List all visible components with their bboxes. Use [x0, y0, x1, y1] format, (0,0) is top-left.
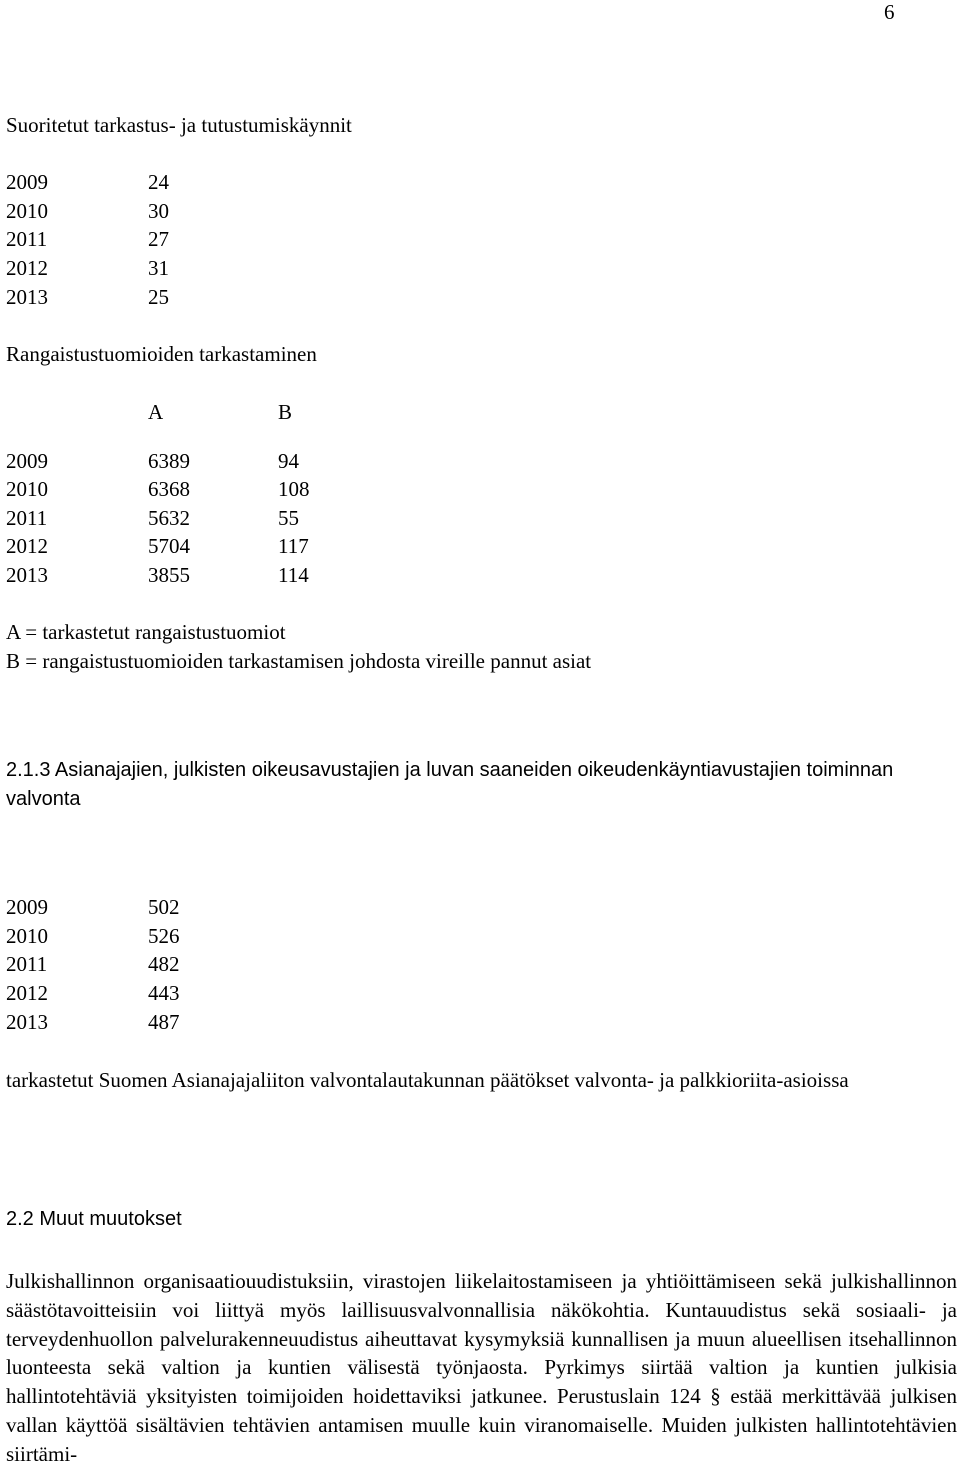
year-cell: 2009 — [6, 895, 48, 919]
year-cell: 2011 — [6, 227, 48, 251]
legend-b: B = rangaistustuomioiden tarkastamisen johdosta vireille pannut asiat — [6, 649, 592, 673]
b-cell: 108 — [278, 477, 310, 501]
a-cell: 3855 — [148, 563, 190, 587]
year-cell: 2012 — [6, 534, 48, 558]
a-cell: 6389 — [148, 449, 190, 473]
year-cell: 2013 — [6, 563, 48, 587]
year-cell: 2010 — [6, 477, 48, 501]
b-cell: 94 — [278, 449, 299, 473]
page-number: 6 — [884, 0, 895, 24]
value-cell: 30 — [148, 199, 169, 223]
year-cell: 2013 — [6, 1010, 48, 1034]
value-cell: 31 — [148, 256, 169, 280]
value-cell: 24 — [148, 170, 169, 194]
column-header-b: B — [278, 400, 293, 424]
value-cell: 526 — [148, 924, 180, 948]
section-heading-2-2: 2.2 Muut muutokset — [6, 1208, 182, 1230]
year-cell: 2010 — [6, 199, 48, 223]
value-cell: 25 — [148, 285, 169, 309]
year-cell: 2009 — [6, 449, 48, 473]
value-cell: 27 — [148, 227, 169, 251]
year-cell: 2010 — [6, 924, 48, 948]
year-cell: 2012 — [6, 256, 48, 280]
section-title-inspections: Suoritetut tarkastus- ja tutustumiskäynnit — [6, 113, 352, 137]
year-cell: 2012 — [6, 981, 48, 1005]
year-cell: 2011 — [6, 506, 48, 530]
value-cell: 502 — [148, 895, 180, 919]
a-cell: 5704 — [148, 534, 190, 558]
b-cell: 55 — [278, 506, 299, 530]
b-cell: 117 — [278, 534, 309, 558]
legend-a: A = tarkastetut rangaistustuomiot — [6, 620, 286, 644]
body-paragraph: Julkishallinnon organisaatiouudistuksiin, virastojen liikelaitostamiseen ja yhtiöittämiseen sekä julkishallinnon säästötavoitteisiin voi liittyä myös laillisuusvalvonnallisia näkökohtia. Kuntauudistus sekä sosiaali- ja terveydenhuollon palvelurakenneuudistus aiheuttavat kysymyksiä kunnallisen ja muun alueellisen itsehallinnon luonteesta sekä valtion ja kuntien välisestä työnjaosta. Pyrkimys siirtää valtion ja kuntien julkisia hallintotehtäviä yksityisten toimijoiden hoidettaviksi jatkunee. Perustuslain 124 § estää merkittävää julkisen vallan käyttöä sisältävien tehtävien antamisen muulle kuin viranomaiselle. Muiden julkisten hallintotehtävien siirtämi- — [6, 1269, 957, 1466]
column-header-a: A — [148, 400, 164, 424]
b-cell: 114 — [278, 563, 309, 587]
year-cell: 2013 — [6, 285, 48, 309]
section-heading-2-1-3: 2.1.3 Asianajajien, julkisten oikeusavustajien ja luvan saaneiden oikeudenkäyntiavustajien toiminnan valvonta — [6, 759, 894, 810]
a-cell: 5632 — [148, 506, 190, 530]
value-cell: 487 — [148, 1010, 180, 1034]
section-title-sentence-review: Rangaistustuomioiden tarkastaminen — [6, 342, 317, 366]
a-cell: 6368 — [148, 477, 190, 501]
year-cell: 2011 — [6, 952, 48, 976]
value-cell: 482 — [148, 952, 180, 976]
value-cell: 443 — [148, 981, 180, 1005]
year-cell: 2009 — [6, 170, 48, 194]
supervision-note: tarkastetut Suomen Asianajajaliiton valvontalautakunnan päätökset valvonta- ja palkkioriita-asioissa — [6, 1068, 849, 1092]
